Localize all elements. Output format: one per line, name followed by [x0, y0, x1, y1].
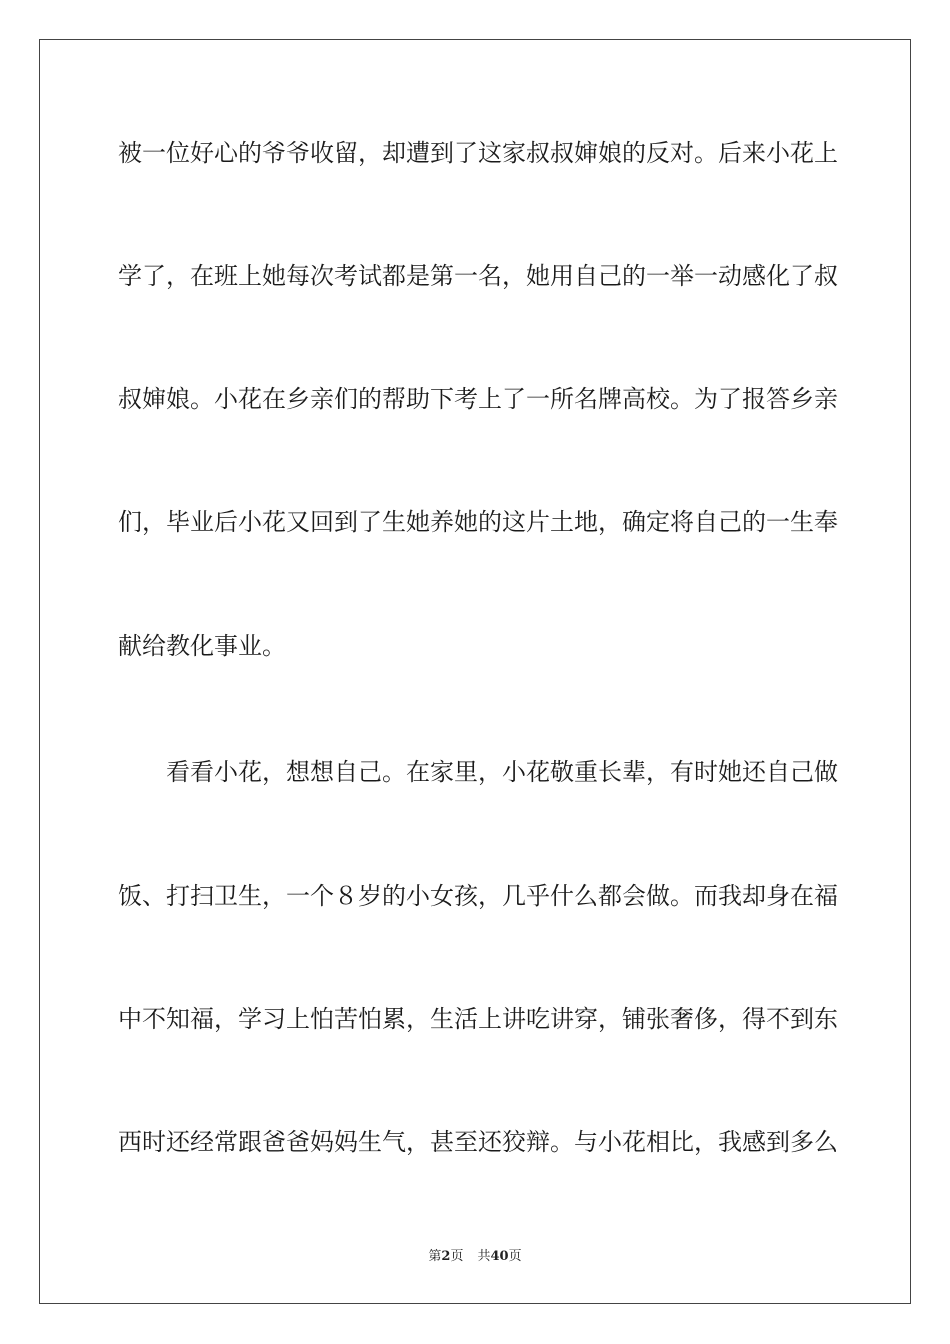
page-current: 2 — [441, 1249, 451, 1264]
total-suffix: 页 — [508, 1249, 522, 1264]
page-prefix: 第 — [428, 1249, 442, 1264]
text-line-9: 西时还经常跟爸爸妈妈生气，甚至还狡辩。与小花相比，我感到多么 — [118, 1128, 838, 1156]
text-line-2: 学了，在班上她每次考试都是第一名，她用自己的一举一动感化了叔 — [118, 262, 838, 290]
text-line-6: 看看小花，想想自己。在家里，小花敬重长辈，有时她还自己做 — [166, 758, 838, 786]
text-line-8: 中不知福，学习上怕苦怕累，生活上讲吃讲穿，铺张奢侈，得不到东 — [118, 1005, 838, 1033]
total-pages: 40 — [490, 1249, 509, 1264]
page-footer — [0, 1248, 950, 1266]
total-prefix: 共 — [477, 1249, 491, 1264]
page-border — [39, 39, 911, 1304]
text-line-7: 饭、打扫卫生，一个８岁的小女孩，几乎什么都会做。而我却身在福 — [118, 882, 838, 910]
text-line-3: 叔婶娘。小花在乡亲们的帮助下考上了一所名牌高校。为了报答乡亲 — [118, 385, 838, 413]
page-suffix: 页 — [450, 1249, 464, 1264]
text-line-1: 被一位好心的爷爷收留，却遭到了这家叔叔婶娘的反对。后来小花上 — [118, 139, 838, 167]
text-line-4: 们，毕业后小花又回到了生她养她的这片土地，确定将自己的一生奉 — [118, 508, 838, 536]
text-line-5: 献给教化事业。 — [118, 632, 286, 660]
